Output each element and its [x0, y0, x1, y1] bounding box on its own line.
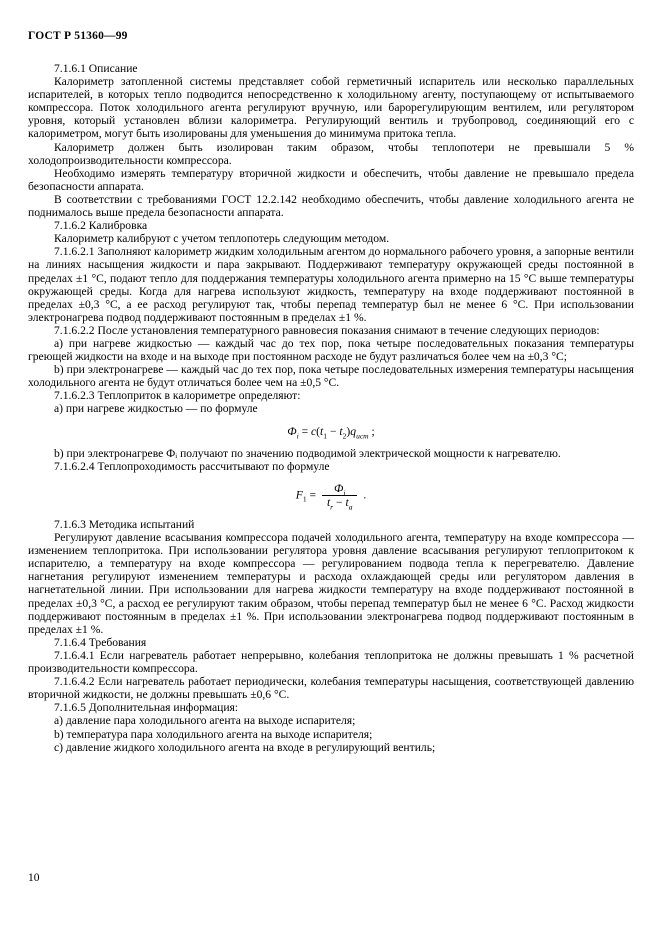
paragraph: 7.1.6.2.1 Заполняют калориметр жидким холодильным агентом до нормального рабочего уровня, а запорные вентили на линиях насыщения жидкости и пара закрывают. Поддерживают температуру окружающей среды постоянной в пределах ±1 °С, подают тепло для поддержания температуры холодильного агента примерно на 15 °С выше температуры окружающей среды. Когда для нагрева используют жидкость, температуру на входе поддерживают постоянной в пределах ±0,3 °С, а ее расход регулируют так, чтобы перепад температур был не менее 6 °С. При использовании электронагрева подвод поддерживают постоянным в пределах ±1 %.	[28, 245, 634, 324]
paragraph: Калориметр калибруют с учетом теплопотерь следующим методом.	[54, 232, 390, 246]
page-number: 10	[28, 872, 40, 884]
section-heading: 7.1.6.1 Описание	[54, 62, 138, 75]
fraction	[322, 481, 358, 512]
formula-part: (	[316, 424, 321, 438]
formula-part: a	[348, 502, 353, 512]
paragraph: 7.1.6.2.4 Теплопроходимость рассчитывают по формуле	[54, 459, 330, 473]
formula-part: t	[345, 495, 349, 509]
formula-part: r	[330, 502, 334, 512]
formula-part: t	[339, 424, 343, 438]
section-heading: 7.1.6.5 Дополнительная информация:	[54, 701, 239, 715]
formula-part: ист	[356, 430, 369, 440]
formula-part: Ф	[287, 424, 297, 438]
document-body	[28, 62, 634, 754]
formula-part: ;	[368, 424, 375, 438]
formula-part: i	[296, 430, 299, 440]
formula-part: i	[343, 488, 346, 498]
list-item: b) температура пара холодильного агента на выходе испарителя;	[54, 727, 373, 741]
formula-part: t	[320, 424, 324, 438]
document-header: ГОСТ Р 51360—99	[28, 30, 128, 42]
formula-part: 1	[323, 430, 328, 440]
section-heading: 7.1.6.3 Методика испытаний	[54, 518, 195, 531]
paragraph: 7.1.6.4.2 Если нагреватель работает периодически, колебания температуры насыщения, соответствующей давлению вторичной жидкости, не должны превышать ±0,6 °С.	[28, 675, 634, 702]
paragraph: 7.1.6.2.3 Теплоприток в калориметре определяют:	[54, 389, 301, 403]
formula-part: −	[333, 495, 346, 509]
paragraph: В соответствии с требованиями ГОСТ 12.2.142 необходимо обеспечить, чтобы давление холодильного агента не поднималось выше предела безопасности аппарата.	[28, 192, 634, 220]
formula-part: −	[327, 424, 340, 438]
list-item: b) при электронагреве Фᵢ получают по значению подводимой электрической мощности к нагревателю.	[54, 446, 561, 460]
formula-part: Ф	[333, 481, 344, 495]
list-item: c) давление жидкого холодильного агента на входе в регулирующий вентиль;	[54, 740, 436, 754]
formula-part: t	[326, 495, 331, 509]
paragraph: 7.1.6.4.1 Если нагреватель работает непрерывно, колебания теплопритока не должны превышать 1 % расчетной производительности компрессора.	[28, 648, 634, 676]
paragraph: Необходимо измерять температуру вторичной жидкости и обеспечить, чтобы давление не превышало предела безопасности аппарата.	[28, 166, 634, 193]
fraction-denominator	[322, 495, 358, 512]
fraction-numerator	[322, 481, 358, 498]
list-item: a) при нагреве жидкостью — каждый час до тех пор, пока четыре последовательных показания температуры греющей жидкости на входе и на выходе при постоянном расходе не будут различаться более чем на ±0,3 °С;	[28, 336, 634, 364]
formula-part: F	[295, 488, 303, 502]
section-heading: 7.1.6.4 Требования	[54, 635, 147, 649]
list-item: a) при нагреве жидкостью — по формуле	[54, 402, 258, 416]
paragraph: Калориметр должен быть изолирован таким образом, чтобы теплопотери не превышали 5 % холодопроизводительности компрессора.	[28, 140, 634, 167]
formula-part: 1	[302, 494, 307, 504]
formula-part: c	[311, 424, 317, 438]
formula-part: 2	[342, 430, 347, 440]
paragraph: Калориметр затопленной системы представляет собой герметичный испаритель или несколько параллельных испарителей, в которых тепло подводится непосредственно к холодильному агенту, поступающему от испытываемого компрессора. Поток холодильного агента регулируют вручную, или барорегулирующим вентилем, или регулятором уровня, который установлен вблизи калориметра. Регулирующий вентиль и трубопровод, соединяющий его с калориметром, могут быть изолированы для уменьшения до минимума притока тепла.	[28, 75, 634, 141]
formula-part: q	[350, 424, 357, 438]
formula	[28, 473, 634, 518]
formula	[28, 416, 634, 447]
formula-part: =	[298, 424, 312, 438]
formula-part: .	[360, 488, 367, 502]
formula-part: =	[306, 488, 319, 502]
section-heading: 7.1.6.2 Калибровка	[54, 219, 148, 233]
paragraph: Регулируют давление всасывания компрессора подачей холодильного агента, температуру на входе компрессора — изменением теплопритока. При использовании регулятора уровня давление всасывания регулируют теплопритоком к испарителю, а температуру на входе компрессора — регулированием подвода тепла к перегревателю. Давление нагнетания регулируют изменением температуры и расхода охлаждающей среды или регулятором давления в нагнетательной линии. При использовании для нагрева жидкости температуру на входе поддерживают постоянной в пределах ±0,3 °С, а расход ее регулируют таким образом, чтобы перепад температур был не менее 6 °С. Расход жидкости поддерживают постоянным в пределах ±1 %. При использовании электронагрева подвод поддерживают постоянным в пределах ±1 %.	[28, 531, 634, 636]
list-item: a) давление пара холодильного агента на выходе испарителя;	[54, 714, 356, 728]
paragraph: 7.1.6.2.2 После установления температурного равновесия показания снимают в течение следующих периодов:	[54, 323, 600, 337]
formula-part: )	[346, 424, 351, 438]
list-item: b) при электронагреве — каждый час до тех пор, пока четыре последовательных измерения температуры насыщения холодильного агента не будут отличаться более чем на ±0,5 °С.	[28, 363, 634, 390]
